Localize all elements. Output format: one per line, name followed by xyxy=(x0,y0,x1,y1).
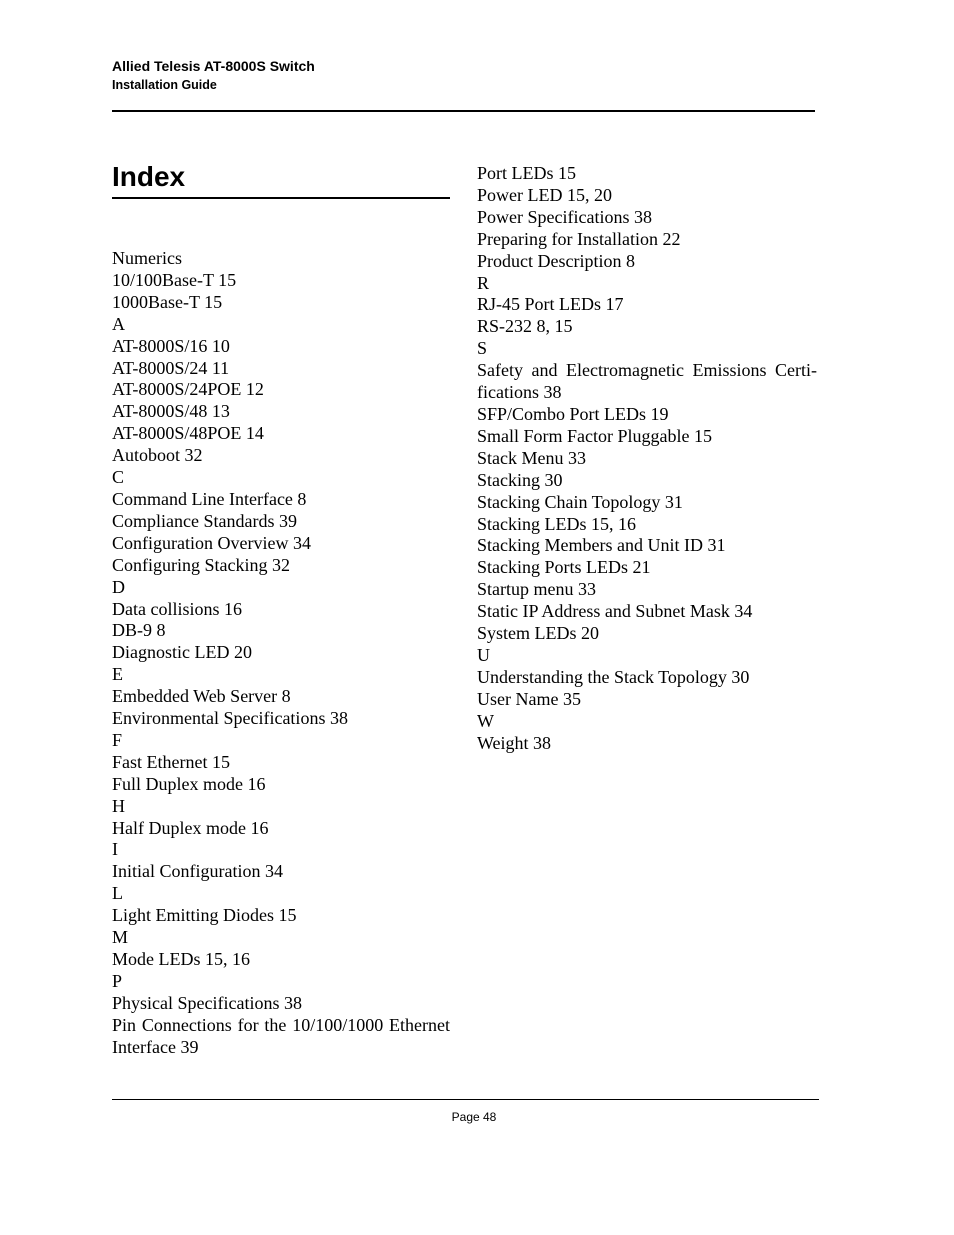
index-entry: Stacking Chain Topology 31 xyxy=(477,491,683,512)
index-section-letter: S xyxy=(477,338,488,359)
index-entry: Fast Ethernet 15 xyxy=(112,751,230,772)
index-section-letter: L xyxy=(112,883,123,904)
index-entry: 10/100Base-T 15 xyxy=(112,269,237,290)
index-section-letter: F xyxy=(112,729,123,750)
index-entry: Diagnostic LED 20 xyxy=(112,642,252,663)
index-entry: Stacking LEDs 15, 16 xyxy=(477,513,636,534)
index-section-letter: P xyxy=(112,970,123,991)
index-column-right xyxy=(477,163,817,754)
index-entry: Small Form Factor Pluggable 15 xyxy=(477,425,712,446)
index-entry: Embedded Web Server 8 xyxy=(112,686,291,707)
title-underline xyxy=(112,197,450,199)
index-entry: Stack Menu 33 xyxy=(477,447,586,468)
index-entry: Preparing for Installation 22 xyxy=(477,228,681,249)
index-entry: Configuring Stacking 32 xyxy=(112,554,290,575)
index-section-letter: C xyxy=(112,467,125,488)
index-entry: Physical Specifications 38 xyxy=(112,992,302,1013)
document-subtitle: Installation Guide xyxy=(112,78,217,92)
index-entry: Data collisions 16 xyxy=(112,598,242,619)
index-entry: Power Specifications 38 xyxy=(477,206,652,227)
index-entry: Initial Configuration 34 xyxy=(112,861,283,882)
header-divider xyxy=(112,110,815,112)
index-entry: Product Description 8 xyxy=(477,250,635,271)
page-number: Page 48 xyxy=(451,1110,497,1124)
index-column-left xyxy=(112,248,450,1059)
index-entry: Command Line Interface 8 xyxy=(112,488,307,509)
document-title: Allied Telesis AT-8000S Switch xyxy=(112,58,315,74)
index-entry: AT-8000S/16 10 xyxy=(112,335,230,356)
index-entry: Half Duplex mode 16 xyxy=(112,817,269,838)
index-entry: Safety and Electromagnetic Emissions Certifications 38 xyxy=(477,360,817,403)
index-entry: SFP/Combo Port LEDs 19 xyxy=(477,403,669,424)
index-section-letter: W xyxy=(477,710,494,731)
index-section-letter: U xyxy=(477,644,490,665)
index-section-letter: I xyxy=(112,839,118,860)
index-entry: Light Emitting Diodes 15 xyxy=(112,905,297,926)
index-entry: Stacking 30 xyxy=(477,469,563,490)
index-entry: Pin Connections for the 10/100/1000 Ethernet Interface 39 xyxy=(112,1014,450,1057)
index-entry: AT-8000S/24POE 12 xyxy=(112,379,264,400)
index-entry: Startup menu 33 xyxy=(477,579,596,600)
index-entry: Environmental Specifications 38 xyxy=(112,708,348,729)
index-entry: System LEDs 20 xyxy=(477,623,600,644)
index-entry: Weight 38 xyxy=(477,732,552,753)
index-entry: Full Duplex mode 16 xyxy=(112,773,266,794)
index-entry: Compliance Standards 39 xyxy=(112,510,297,531)
index-entry: AT-8000S/48POE 14 xyxy=(112,423,264,444)
page-number-container xyxy=(0,1110,954,1124)
index-entry: RS-232 8, 15 xyxy=(477,316,573,337)
index-entry: AT-8000S/48 13 xyxy=(112,401,230,422)
index-section-letter: A xyxy=(112,313,125,334)
index-entry: Stacking Ports LEDs 21 xyxy=(477,557,651,578)
index-entry: AT-8000S/24 11 xyxy=(112,357,230,378)
index-entry: Understanding the Stack Topology 30 xyxy=(477,666,750,687)
index-entry: Power LED 15, 20 xyxy=(477,184,612,205)
index-entry: Stacking Members and Unit ID 31 xyxy=(477,535,726,556)
footer-divider xyxy=(112,1099,819,1100)
page-title: Index xyxy=(112,161,186,192)
index-entry: User Name 35 xyxy=(477,688,581,709)
index-entry: Mode LEDs 15, 16 xyxy=(112,949,250,969)
index-section-letter: H xyxy=(112,795,125,816)
index-section-letter: Numerics xyxy=(112,248,182,268)
index-entry: Autoboot 32 xyxy=(112,445,203,466)
index-section-letter: D xyxy=(112,576,125,597)
index-section-letter: E xyxy=(112,664,123,685)
index-entry: 1000Base-T 15 xyxy=(112,291,223,312)
index-section-letter: M xyxy=(112,927,129,948)
index-entry: Static IP Address and Subnet Mask 34 xyxy=(477,601,753,622)
index-entry: DB-9 8 xyxy=(112,620,166,641)
index-entry: Configuration Overview 34 xyxy=(112,532,311,553)
index-section-letter: R xyxy=(477,272,490,293)
index-entry: Port LEDs 15 xyxy=(477,163,576,183)
index-entry: RJ-45 Port LEDs 17 xyxy=(477,294,624,315)
